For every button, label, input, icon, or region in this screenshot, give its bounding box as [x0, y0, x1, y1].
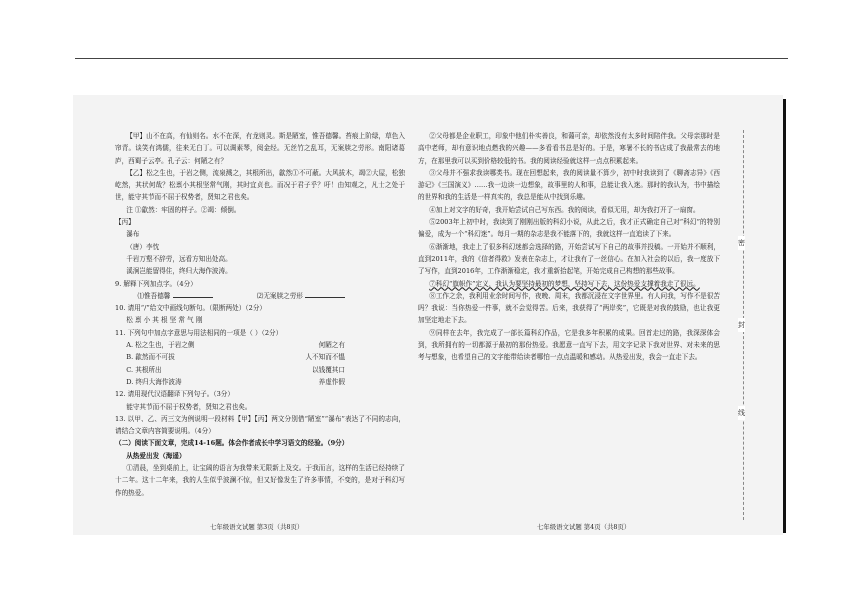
q11-option: [115, 364, 405, 376]
poem-line: 溪涧岂能留得住，终归大海作波涛。: [126, 267, 232, 276]
article-paragraph-3: ③父母并不强求我读哪类书。现在回想起来，我的阅读量不算少，初中时我读到了《聊斋志异》《西游记》《三国演义》……我一边读一边想象，故事里的人和事，总能让我入迷。那时的我认为，书中描绘的世界和我的生活是一样真实的，我总是能从中找到乐趣。: [418, 168, 720, 202]
passage-bing-label: 【丙】: [115, 218, 135, 227]
seal-label-feng: 封: [738, 318, 745, 332]
question-10-text: 松 禀 小 其 根 坚 常 气 刚: [126, 316, 203, 325]
question-12: 12. 请用现代汉语翻译下列句子。（3分）: [115, 390, 234, 399]
q11-option: [115, 351, 405, 363]
question-13: 13. 以甲、乙、丙三文为例说明一段材料【甲】【丙】两文分别借“陋室”“瀑布”表达了不同的志向，请结合文章内容简要说明。（4分）: [115, 414, 405, 436]
seal-label-xian: 线: [738, 406, 745, 420]
q9-item-b: ⑵无案牍之劳形: [256, 291, 303, 300]
article-paragraph-6: ⑥渐渐地，我走上了很多科幻迷都会选择的路，开始尝试写下自己的故事并投稿。一开始并不顺利，直到2011年，我的《信者得救》发表在杂志上，才让我有了一丝信心。在加入社会的以后，我一度放下了写作，直到2016年，工作渐渐稳定，我才重新拾起笔，开始完成自己构想的那些故事。: [418, 242, 720, 276]
q11-option-left: C. 其根所出: [126, 365, 162, 374]
question-11: 11. 下列句中加点字意思与用法相同的一项是（ ）（2分）: [115, 328, 283, 337]
q9-answer-blank-a[interactable]: [173, 291, 213, 298]
page-footer-left: 七年级语文试题 第3页（共8页）: [210, 523, 304, 531]
question-9-items: [115, 290, 405, 302]
question-12-text: 能守其节而不屈于权势者，贤知之君也矣。: [126, 402, 252, 411]
q11-option-right: 人不知而不愠: [305, 353, 345, 362]
seal-label-mi: 密: [738, 236, 745, 250]
q11-option: [115, 339, 405, 351]
article-paragraph-7: ⑦科幻“旗帜作”定义，我认为要坚持最初的梦想，坚持写下去，这份热爱支撑着我走了很远。: [429, 279, 700, 288]
question-9: 9. 解释下列加点字。（4分）: [115, 279, 197, 288]
q11-option-right: 何陋之有: [318, 341, 345, 350]
annotation-note: 注 ①歙然：牢固的样子。②竭：倾倒。: [126, 205, 241, 214]
q11-option-right: 养虚作假: [318, 377, 345, 386]
q9-item-a: ⑴惟吾德馨: [137, 291, 171, 300]
question-10: 10. 请用“/”给文中画线句断句。（限断两处）（2分）: [115, 304, 267, 313]
q11-option-left: D. 终归大海作波涛: [126, 377, 182, 386]
page-footer-right: 七年级语文试题 第4页（共8页）: [537, 523, 631, 531]
q11-option-left: B. 歙然而不可拔: [126, 353, 175, 362]
passage-jia: 【甲】山不在高，有仙则名。水不在深，有龙则灵。斯是陋室，惟吾德馨。苔痕上阶绿，草色入帘青。谈笑有鸿儒，往来无白丁。可以调素琴，阅金经。无丝竹之乱耳，无案牍之劳形。南阳诸葛庐，西蜀子云亭。孔子云：何陋之有？: [115, 132, 405, 165]
article-paragraph-2: ②父母都是企业职工，印象中他们朴实善良，和蔼可亲，却依然没有太多时间陪伴我。父母亲那时是高中老师，却有意识地点燃我的兴趣——多看看书总是好的。于是，寒暑不长的书店成了我最常去的地方，在那里我可以买到价格较低的书。我的阅读经验就这样一点点积累起来。: [418, 132, 720, 165]
q9-answer-blank-b[interactable]: [305, 291, 345, 298]
left-page-text: [115, 130, 405, 499]
q11-option: [115, 376, 405, 388]
binding-edge-bar: [783, 99, 786, 533]
q11-option-left: A. 松之生也，于岩之侧: [126, 341, 195, 350]
article-title: 从热爱出发（海遥）: [126, 451, 186, 460]
poem-line: 千岩万壑不辞劳，远看方知出处高。: [126, 254, 232, 263]
article-paragraph-4: ④加上对文字的好奇，我开始尝试自己写东西。我的阅读，看似无用，却为我打开了一扇窗。: [429, 205, 700, 214]
article-paragraph-5: ⑤2003年上初中时，我读到了刚刚出版的科幻小说，从此之后，我才正式确定自己对“科幻”的特别偏爱，成为一个“科幻迷”。每月一期的杂志是我不能落下的，我就这样一直追读了下来。: [418, 218, 720, 239]
page-top-rule: [75, 58, 788, 59]
poem-author: （唐）李忱: [126, 242, 160, 251]
section-2-heading: （二）阅读下面文章，完成14-16题。体会作者成长中学习语文的经验。（9分）: [115, 439, 349, 448]
article-paragraph-8: ⑧工作之余，我利用业余时间写作，夜晚、周末，我都沉浸在文字世界里。有人问我，写作不是很苦吗？我说：当你热爱一件事，就不会觉得苦。后来，我获得了“两岸奖”，它既是对我的鼓励，也让我更加坚定地走下去。: [418, 291, 720, 325]
article-paragraph-1: ①清晨，坐到桌前上，让宝阔的语言为我带来无限新上及交。于我而言，这样的生活已经持续了十二年。这十二年来，我的人生似乎波澜不惊，但又好像发生了许多事情，不变的，是对于科幻写作的热爱。: [115, 464, 405, 497]
right-page-text: [418, 130, 720, 364]
article-paragraph-9: ⑨同样在去年，我完成了一部长篇科幻作品，它是我多年积累的成果。回首走过的路，我深深体会到，我所拥有的一切都源于最初的那份热爱。我愿意一直写下去，用文字记录下我对世界、对未来的思考与想象，也希望自己的文字能带给读者哪怕一点点温暖和感动。从热爱出发，我会一直走下去。: [418, 328, 720, 362]
q11-option-right: 以钱覆其口: [312, 365, 345, 374]
poem-title: 瀑布: [126, 230, 140, 239]
passage-yi: 【乙】松之生也，于岩之侧，流泉溅之，其根所出，歙然①不可蔽。大风拔木，竭②大屋，松独屹然，其状何哉？松禀小其根坚常气刚，其时宜贞也。而况于君子乎？吁！由知观之，凡士之处于世，能守其节而不屈于权势者，贤知之君也矣。: [115, 168, 405, 202]
